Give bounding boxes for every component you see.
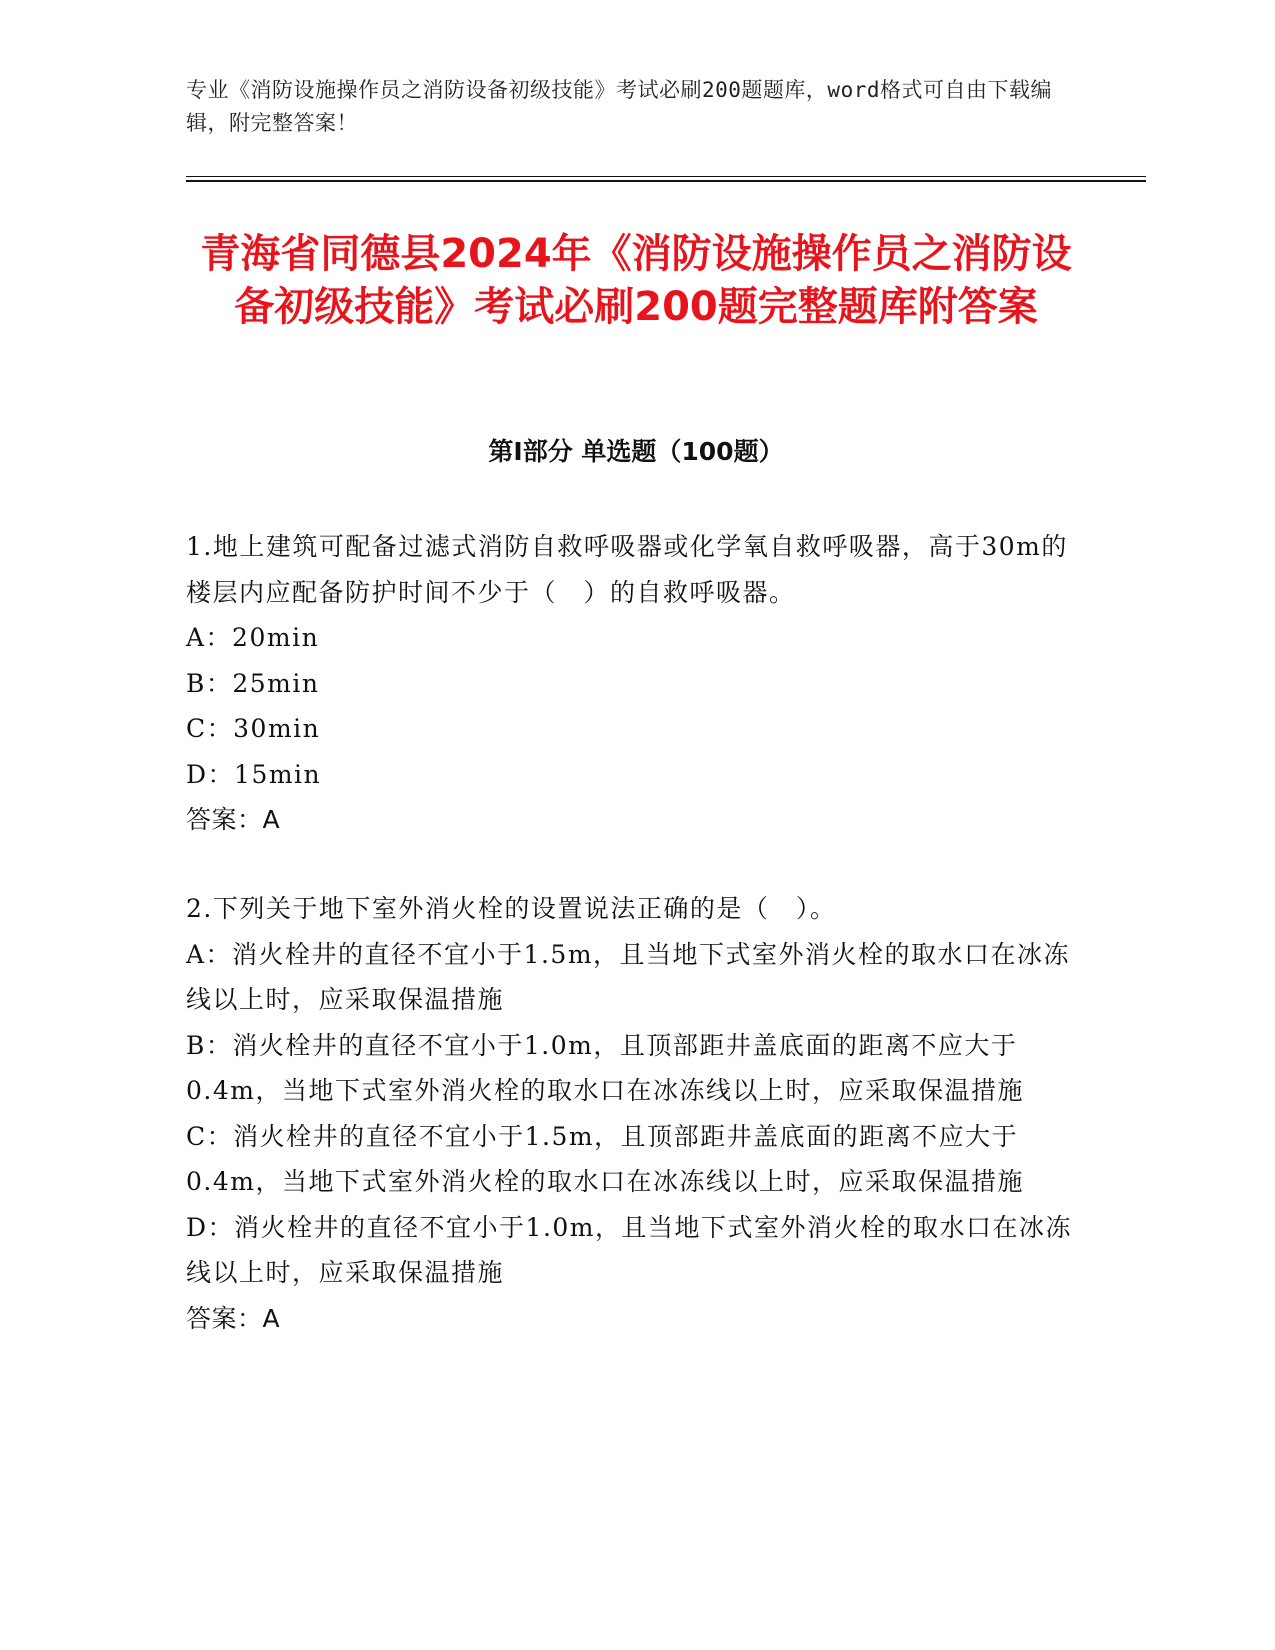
question-1-option-c: C：30min [186, 714, 321, 743]
question-2 [186, 886, 1086, 1341]
question-1 [186, 524, 1086, 843]
header-divider-thick [186, 180, 1146, 182]
question-2-option-b: B：消火栓井的直径不宜小于1.0m，且顶部距井盖底面的距离不应大于0.4m，当地下式室外消火栓的取水口在冰冻线以上时，应采取保温措施 [186, 1030, 1024, 1105]
question-1-option-b: B：25min [186, 668, 320, 698]
question-2-option-c: C：消火栓井的直径不宜小于1.5m，且顶部距井盖底面的距离不应大于0.4m，当地下式室外消火栓的取水口在冰冻线以上时，应采取保温措施 [186, 1121, 1024, 1196]
question-2-stem: 2.下列关于地下室外消火栓的设置说法正确的是（ ）。 [186, 894, 837, 923]
question-2-option-a: A：消火栓井的直径不宜小于1.5m，且当地下式室外消火栓的取水口在冰冻线以上时，应采取保温措施 [186, 939, 1071, 1014]
question-2-option-d: D：消火栓井的直径不宜小于1.0m，且当地下式室外消火栓的取水口在冰冻线以上时，应采取保温措施 [186, 1212, 1073, 1287]
document-title: 青海省同德县2024年《消防设施操作员之消防设备初级技能》考试必刷200题完整题库附答案 [200, 231, 1072, 330]
question-1-answer: 答案：A [186, 805, 281, 834]
section-title: 第Ⅰ部分 单选题（100题） [488, 437, 784, 466]
header-note: 专业《消防设施操作员之消防设备初级技能》考试必刷200题题库，word格式可自由下载编辑，附完整答案！ [186, 78, 1052, 135]
question-2-answer: 答案：A [186, 1303, 281, 1333]
question-1-stem: 1.地上建筑可配备过滤式消防自救呼吸器或化学氧自救呼吸器，高于30m的楼层内应配备防护时间不少于（ ）的自救呼吸器。 [186, 532, 1068, 607]
question-1-option-d: D：15min [186, 759, 322, 789]
header-divider-thin [186, 176, 1146, 177]
question-1-option-a: A：20min [186, 623, 320, 652]
